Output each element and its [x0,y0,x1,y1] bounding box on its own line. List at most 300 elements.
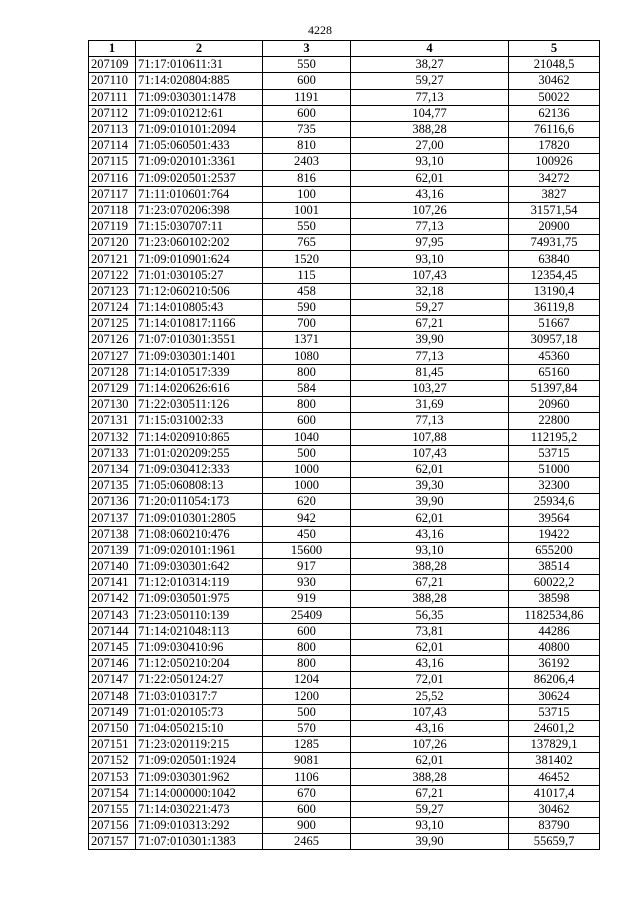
value-cell: 40800 [509,639,600,655]
row-number-cell: 207130 [89,397,136,413]
area-cell: 500 [263,704,351,720]
cadastral-number-cell: 71:14:020804:885 [136,73,263,89]
cadastral-number-cell: 71:14:020910:865 [136,429,263,445]
value-cell: 100926 [509,154,600,170]
table-row [89,202,600,218]
value-cell: 32300 [509,478,600,494]
value-cell: 53715 [509,445,600,461]
rate-cell: 62,01 [351,753,509,769]
row-number-cell: 207136 [89,494,136,510]
area-cell: 1040 [263,429,351,445]
row-number-cell: 207144 [89,623,136,639]
area-cell: 15600 [263,542,351,558]
table-row [89,121,600,137]
value-cell: 17820 [509,138,600,154]
rate-cell: 25,52 [351,688,509,704]
row-number-cell: 207113 [89,121,136,137]
cadastral-number-cell: 71:01:020209:255 [136,445,263,461]
rate-cell: 81,45 [351,364,509,380]
value-cell: 63840 [509,251,600,267]
row-number-cell: 207133 [89,445,136,461]
area-cell: 584 [263,380,351,396]
area-cell: 800 [263,656,351,672]
area-cell: 900 [263,818,351,834]
rate-cell: 72,01 [351,672,509,688]
cadastral-number-cell: 71:09:030501:975 [136,591,263,607]
row-number-cell: 207145 [89,639,136,655]
cadastral-number-cell: 71:09:030301:1478 [136,89,263,105]
table-row [89,656,600,672]
table-row [89,801,600,817]
area-cell: 600 [263,105,351,121]
rate-cell: 107,26 [351,737,509,753]
rate-cell: 38,27 [351,57,509,73]
table-row [89,639,600,655]
rate-cell: 39,90 [351,494,509,510]
table-row [89,607,600,623]
value-cell: 34272 [509,170,600,186]
area-cell: 600 [263,801,351,817]
area-cell: 1204 [263,672,351,688]
value-cell: 112195,2 [509,429,600,445]
cadastral-number-cell: 71:23:020119:215 [136,737,263,753]
value-cell: 30462 [509,73,600,89]
rate-cell: 62,01 [351,461,509,477]
cadastral-number-cell: 71:09:030410:96 [136,639,263,655]
cadastral-number-cell: 71:14:010805:43 [136,300,263,316]
cadastral-number-cell: 71:07:010301:3551 [136,332,263,348]
rate-cell: 93,10 [351,818,509,834]
cadastral-number-cell: 71:14:020626:616 [136,380,263,396]
cadastral-number-cell: 71:09:010301:2805 [136,510,263,526]
value-cell: 13190,4 [509,283,600,299]
area-cell: 620 [263,494,351,510]
rate-cell: 27,00 [351,138,509,154]
row-number-cell: 207111 [89,89,136,105]
rate-cell: 39,30 [351,478,509,494]
row-number-cell: 207148 [89,688,136,704]
area-cell: 550 [263,57,351,73]
area-cell: 570 [263,720,351,736]
cadastral-number-cell: 71:12:050210:204 [136,656,263,672]
value-cell: 3827 [509,186,600,202]
row-number-cell: 207149 [89,704,136,720]
value-cell: 38598 [509,591,600,607]
row-number-cell: 207135 [89,478,136,494]
value-cell: 31571,54 [509,202,600,218]
rate-cell: 73,81 [351,623,509,639]
table-row [89,494,600,510]
value-cell: 30957,18 [509,332,600,348]
area-cell: 917 [263,559,351,575]
value-cell: 22800 [509,413,600,429]
table-row [89,737,600,753]
table-body [89,57,600,850]
rate-cell: 62,01 [351,510,509,526]
area-cell: 600 [263,623,351,639]
rate-cell: 388,28 [351,769,509,785]
row-number-cell: 207142 [89,591,136,607]
row-number-cell: 207112 [89,105,136,121]
area-cell: 600 [263,73,351,89]
row-number-cell: 207110 [89,73,136,89]
row-number-cell: 207143 [89,607,136,623]
value-cell: 51397,84 [509,380,600,396]
table-row [89,623,600,639]
area-cell: 2465 [263,834,351,850]
value-cell: 655200 [509,542,600,558]
value-cell: 62136 [509,105,600,121]
table-header [89,41,600,57]
header-row [89,41,600,57]
rate-cell: 107,43 [351,445,509,461]
row-number-cell: 207109 [89,57,136,73]
area-cell: 1106 [263,769,351,785]
value-cell: 41017,4 [509,785,600,801]
rate-cell: 39,90 [351,834,509,850]
row-number-cell: 207125 [89,316,136,332]
column-header-1: 1 [89,41,136,57]
table-row [89,429,600,445]
area-cell: 735 [263,121,351,137]
table-row [89,348,600,364]
rate-cell: 97,95 [351,235,509,251]
rate-cell: 67,21 [351,316,509,332]
rate-cell: 32,18 [351,283,509,299]
rate-cell: 67,21 [351,575,509,591]
cadastral-number-cell: 71:14:030221:473 [136,801,263,817]
table-row [89,559,600,575]
rate-cell: 93,10 [351,154,509,170]
table-row [89,283,600,299]
column-header-4: 4 [351,41,509,57]
value-cell: 1182534,86 [509,607,600,623]
rate-cell: 59,27 [351,73,509,89]
row-number-cell: 207140 [89,559,136,575]
table-row [89,251,600,267]
row-number-cell: 207121 [89,251,136,267]
cadastral-number-cell: 71:14:021048:113 [136,623,263,639]
area-cell: 1200 [263,688,351,704]
row-number-cell: 207155 [89,801,136,817]
row-number-cell: 207120 [89,235,136,251]
table-row [89,510,600,526]
row-number-cell: 207132 [89,429,136,445]
area-cell: 1191 [263,89,351,105]
rate-cell: 77,13 [351,413,509,429]
table-row [89,704,600,720]
column-header-3: 3 [263,41,351,57]
area-cell: 550 [263,219,351,235]
cadastral-number-cell: 71:09:030412:333 [136,461,263,477]
rate-cell: 103,27 [351,380,509,396]
row-number-cell: 207114 [89,138,136,154]
row-number-cell: 207150 [89,720,136,736]
cadastral-number-cell: 71:01:030105:27 [136,267,263,283]
table-row [89,105,600,121]
table-row [89,364,600,380]
table-row [89,380,600,396]
row-number-cell: 207141 [89,575,136,591]
area-cell: 670 [263,785,351,801]
rate-cell: 93,10 [351,542,509,558]
area-cell: 816 [263,170,351,186]
area-cell: 100 [263,186,351,202]
cadastral-number-cell: 71:14:010517:339 [136,364,263,380]
table-row [89,834,600,850]
rate-cell: 59,27 [351,801,509,817]
value-cell: 20960 [509,397,600,413]
rate-cell: 43,16 [351,526,509,542]
rate-cell: 388,28 [351,559,509,575]
row-number-cell: 207146 [89,656,136,672]
cadastral-number-cell: 71:22:050124:27 [136,672,263,688]
row-number-cell: 207131 [89,413,136,429]
value-cell: 46452 [509,769,600,785]
row-number-cell: 207129 [89,380,136,396]
cadastral-number-cell: 71:23:070206:398 [136,202,263,218]
table-row [89,89,600,105]
rate-cell: 31,69 [351,397,509,413]
value-cell: 24601,2 [509,720,600,736]
table-row [89,138,600,154]
rate-cell: 43,16 [351,186,509,202]
cadastral-number-cell: 71:09:010313:292 [136,818,263,834]
table-row [89,73,600,89]
cadastral-number-cell: 71:14:010817:1166 [136,316,263,332]
value-cell: 74931,75 [509,235,600,251]
table-row [89,219,600,235]
rate-cell: 56,35 [351,607,509,623]
area-cell: 942 [263,510,351,526]
value-cell: 55659,7 [509,834,600,850]
rate-cell: 93,10 [351,251,509,267]
area-cell: 1520 [263,251,351,267]
area-cell: 115 [263,267,351,283]
area-cell: 1000 [263,478,351,494]
value-cell: 36192 [509,656,600,672]
row-number-cell: 207139 [89,542,136,558]
value-cell: 65160 [509,364,600,380]
cadastral-number-cell: 71:11:010601:764 [136,186,263,202]
row-number-cell: 207153 [89,769,136,785]
page-number: 4228 [308,23,332,37]
area-cell: 2403 [263,154,351,170]
row-number-cell: 207157 [89,834,136,850]
area-cell: 1371 [263,332,351,348]
cadastral-number-cell: 71:09:020501:2537 [136,170,263,186]
row-number-cell: 207128 [89,364,136,380]
value-cell: 44286 [509,623,600,639]
area-cell: 9081 [263,753,351,769]
rate-cell: 388,28 [351,591,509,607]
cadastral-number-cell: 71:09:020101:1961 [136,542,263,558]
cadastral-number-cell: 71:01:020105:73 [136,704,263,720]
rate-cell: 67,21 [351,785,509,801]
table-row [89,542,600,558]
cadastral-number-cell: 71:12:060210:506 [136,283,263,299]
value-cell: 51667 [509,316,600,332]
rate-cell: 107,88 [351,429,509,445]
value-cell: 51000 [509,461,600,477]
cadastral-number-cell: 71:09:030301:1401 [136,348,263,364]
cadastral-number-cell: 71:14:000000:1042 [136,785,263,801]
value-cell: 86206,4 [509,672,600,688]
area-cell: 458 [263,283,351,299]
cadastral-number-cell: 71:23:060102:202 [136,235,263,251]
cadastral-number-cell: 71:09:030301:962 [136,769,263,785]
cadastral-number-cell: 71:07:010301:1383 [136,834,263,850]
cadastral-number-cell: 71:09:020501:1924 [136,753,263,769]
area-cell: 600 [263,413,351,429]
value-cell: 25934,6 [509,494,600,510]
value-cell: 19422 [509,526,600,542]
table-row [89,445,600,461]
table-row [89,461,600,477]
area-cell: 800 [263,639,351,655]
value-cell: 30624 [509,688,600,704]
area-cell: 930 [263,575,351,591]
row-number-cell: 207115 [89,154,136,170]
table-row [89,478,600,494]
cadastral-number-cell: 71:05:060808:13 [136,478,263,494]
value-cell: 21048,5 [509,57,600,73]
value-cell: 60022,2 [509,575,600,591]
cadastral-number-cell: 71:20:011054:173 [136,494,263,510]
value-cell: 36119,8 [509,300,600,316]
cadastral-number-cell: 71:09:010101:2094 [136,121,263,137]
table-row [89,575,600,591]
table-row [89,170,600,186]
area-cell: 1000 [263,461,351,477]
table-row [89,818,600,834]
rate-cell: 43,16 [351,656,509,672]
table-row [89,57,600,73]
value-cell: 12354,45 [509,267,600,283]
column-header-2: 2 [136,41,263,57]
value-cell: 39564 [509,510,600,526]
table-row [89,154,600,170]
cadastral-number-cell: 71:15:030707:11 [136,219,263,235]
row-number-cell: 207124 [89,300,136,316]
rate-cell: 39,90 [351,332,509,348]
value-cell: 38514 [509,559,600,575]
area-cell: 1001 [263,202,351,218]
rate-cell: 62,01 [351,170,509,186]
rate-cell: 59,27 [351,300,509,316]
value-cell: 137829,1 [509,737,600,753]
area-cell: 590 [263,300,351,316]
row-number-cell: 207116 [89,170,136,186]
cadastral-number-cell: 71:12:010314:119 [136,575,263,591]
cadastral-number-cell: 71:09:030301:642 [136,559,263,575]
table-row [89,672,600,688]
table-row [89,591,600,607]
area-cell: 919 [263,591,351,607]
value-cell: 381402 [509,753,600,769]
row-number-cell: 207117 [89,186,136,202]
rate-cell: 77,13 [351,348,509,364]
table-row [89,316,600,332]
value-cell: 83790 [509,818,600,834]
area-cell: 500 [263,445,351,461]
table-row [89,186,600,202]
table-row [89,769,600,785]
rate-cell: 107,43 [351,267,509,283]
cadastral-number-cell: 71:09:010212:61 [136,105,263,121]
rate-cell: 62,01 [351,639,509,655]
area-cell: 1080 [263,348,351,364]
value-cell: 30462 [509,801,600,817]
row-number-cell: 207156 [89,818,136,834]
table-row [89,753,600,769]
rate-cell: 77,13 [351,89,509,105]
row-number-cell: 207154 [89,785,136,801]
cadastral-number-cell: 71:23:050110:139 [136,607,263,623]
table-row [89,720,600,736]
table-row [89,267,600,283]
cadastral-number-cell: 71:05:060501:433 [136,138,263,154]
table-row [89,300,600,316]
column-header-5: 5 [509,41,600,57]
row-number-cell: 207127 [89,348,136,364]
row-number-cell: 207123 [89,283,136,299]
row-number-cell: 207147 [89,672,136,688]
row-number-cell: 207137 [89,510,136,526]
area-cell: 450 [263,526,351,542]
cadastral-number-cell: 71:17:010611:31 [136,57,263,73]
area-cell: 810 [263,138,351,154]
table-row [89,688,600,704]
rate-cell: 388,28 [351,121,509,137]
table-row [89,397,600,413]
rate-cell: 107,43 [351,704,509,720]
rate-cell: 43,16 [351,720,509,736]
row-number-cell: 207126 [89,332,136,348]
area-cell: 25409 [263,607,351,623]
rate-cell: 104,77 [351,105,509,121]
cadastral-number-cell: 71:03:010317:7 [136,688,263,704]
area-cell: 800 [263,364,351,380]
value-cell: 20900 [509,219,600,235]
row-number-cell: 207152 [89,753,136,769]
table-row [89,332,600,348]
row-number-cell: 207118 [89,202,136,218]
area-cell: 700 [263,316,351,332]
value-cell: 50022 [509,89,600,105]
value-cell: 53715 [509,704,600,720]
area-cell: 800 [263,397,351,413]
cadastral-number-cell: 71:04:050215:10 [136,720,263,736]
value-cell: 76116,6 [509,121,600,137]
row-number-cell: 207119 [89,219,136,235]
row-number-cell: 207122 [89,267,136,283]
row-number-cell: 207151 [89,737,136,753]
rate-cell: 107,26 [351,202,509,218]
value-cell: 45360 [509,348,600,364]
area-cell: 765 [263,235,351,251]
table-row [89,526,600,542]
table-row [89,235,600,251]
cadastral-number-cell: 71:09:010901:624 [136,251,263,267]
table-row [89,413,600,429]
area-cell: 1285 [263,737,351,753]
row-number-cell: 207138 [89,526,136,542]
cadastral-number-cell: 71:15:031002:33 [136,413,263,429]
cadastral-number-cell: 71:08:060210:476 [136,526,263,542]
table-row [89,785,600,801]
row-number-cell: 207134 [89,461,136,477]
